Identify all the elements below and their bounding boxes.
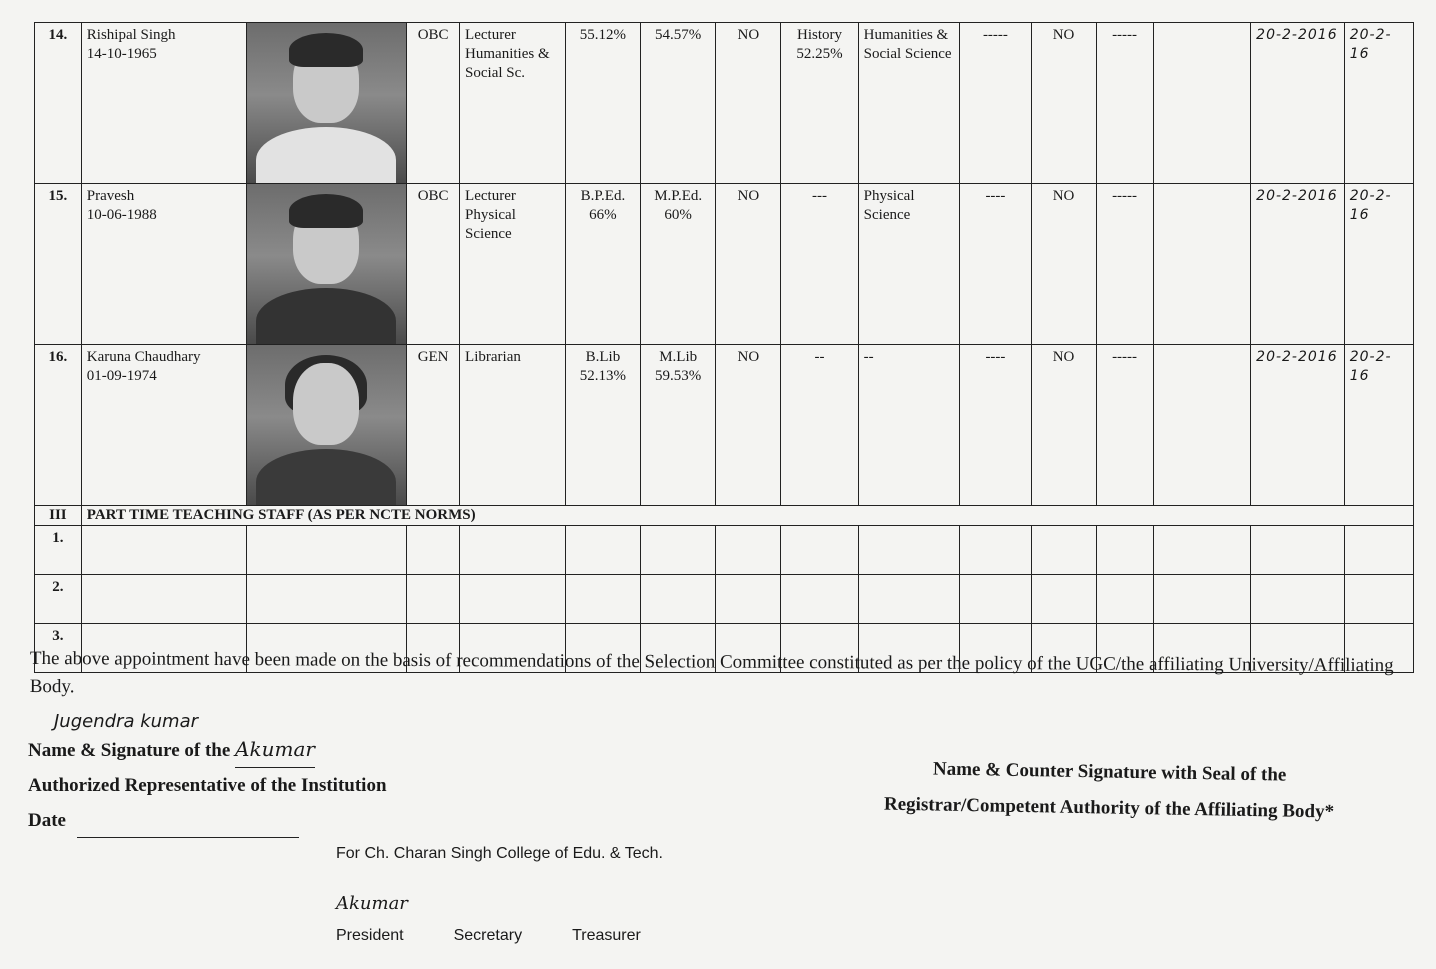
pg-marks: M.Lib 59.53% [641,345,716,506]
appointment-statement: The above appointment have been made on the basis of recommendations of the Selection Committee constituted as per the policy of the UGC/the affiliating University/Affiliating Body. [29,647,1394,698]
col-15 [1153,345,1251,506]
staff-name: Pravesh [86,188,135,204]
col-12: ---- [960,345,1031,506]
row-number: 1. [35,526,82,575]
serial-number: 14. [35,23,82,184]
ug-marks: B.P.Ed. 66% [565,184,640,345]
date-appointed: 20-2-2016 [1251,345,1345,506]
pg-marks: M.P.Ed. 60% [641,184,716,345]
col-13: NO [1031,345,1096,506]
registrar-label-2: Registrar/Competent Authority of the Affiliating Body* [883,793,1335,823]
staff-dob: 10-06-1988 [86,207,157,223]
staff-dob: 01-09-1974 [86,368,157,384]
col-9: NO [716,345,781,506]
name-dob-cell [81,345,246,506]
category: OBC [407,184,460,345]
photo-cell [246,184,407,345]
date-line [77,837,299,838]
staff-name: Karuna Chaudhary [86,349,201,365]
photo-cell [246,345,407,506]
designation: Librarian [460,345,566,506]
officer-president: President [336,927,404,944]
section-number: III [35,506,82,526]
col-13: NO [1031,184,1096,345]
pg-marks: 54.57% [641,23,716,184]
serial-number: 16. [35,345,82,506]
subject: Humanities & Social Science [858,23,960,184]
staff-name: Rishipal Singh [86,27,176,43]
col-10: --- [781,184,858,345]
row-number: 3. [35,624,82,673]
col-14: ----- [1096,184,1153,345]
handwritten-name: Jugendra kumar [54,711,198,732]
row-number: 2. [35,575,82,624]
name-dob-cell [81,184,246,345]
college-stamp: For Ch. Charan Singh College of Edu. & Tech. [336,845,663,862]
col-14: ----- [1096,345,1153,506]
staff-photo [247,184,407,344]
date-label: Date [28,810,66,831]
staff-row [35,345,1414,506]
registrar-signature-block [849,750,1370,831]
col-13: NO [1031,23,1096,184]
col-9: NO [716,23,781,184]
date-appointed: 20-2-2016 [1251,184,1345,345]
representative-label: Authorized Representative of the Institution [28,775,387,796]
col-15 [1153,23,1251,184]
category: OBC [407,23,460,184]
date-joined: 20-2-16 [1344,345,1413,506]
registrar-label-1: Name & Counter Signature with Seal of the [932,758,1287,786]
officer-secretary: Secretary [453,927,523,944]
staff-photo [247,23,407,183]
serial-number: 15. [35,184,82,345]
president-signature: Akumar [336,893,408,914]
representative-signature: Akumar [235,732,315,768]
date-appointed: 20-2-2016 [1251,23,1345,184]
institution-signature-block [28,706,387,838]
name-dob-cell [81,23,246,184]
ug-marks: 55.12% [565,23,640,184]
part-time-row [35,575,1414,624]
staff-dob: 14-10-1965 [86,46,157,62]
part-time-row [35,526,1414,575]
staff-row [35,23,1414,184]
subject: Physical Science [858,184,960,345]
section-heading: PART TIME TEACHING STAFF (AS PER NCTE NORMS) [81,506,1413,526]
col-9: NO [716,184,781,345]
col-10: History 52.25% [781,23,858,184]
part-time-section-header [35,506,1414,526]
col-14: ----- [1096,23,1153,184]
ug-marks: B.Lib 52.13% [565,345,640,506]
photo-cell [246,23,407,184]
staff-table [34,22,1414,673]
officers-stamp [336,927,641,945]
staff-row [35,184,1414,345]
signature-label: Name & Signature of the [28,740,231,761]
officer-treasurer: Treasurer [572,927,641,944]
col-12: ---- [960,184,1031,345]
col-10: -- [781,345,858,506]
date-joined: 20-2-16 [1344,23,1413,184]
designation: Lecturer Physical Science [460,184,566,345]
subject: -- [858,345,960,506]
col-12: ----- [960,23,1031,184]
date-joined: 20-2-16 [1344,184,1413,345]
category: GEN [407,345,460,506]
col-15 [1153,184,1251,345]
designation: Lecturer Humanities & Social Sc. [460,23,566,184]
staff-photo [247,345,407,505]
